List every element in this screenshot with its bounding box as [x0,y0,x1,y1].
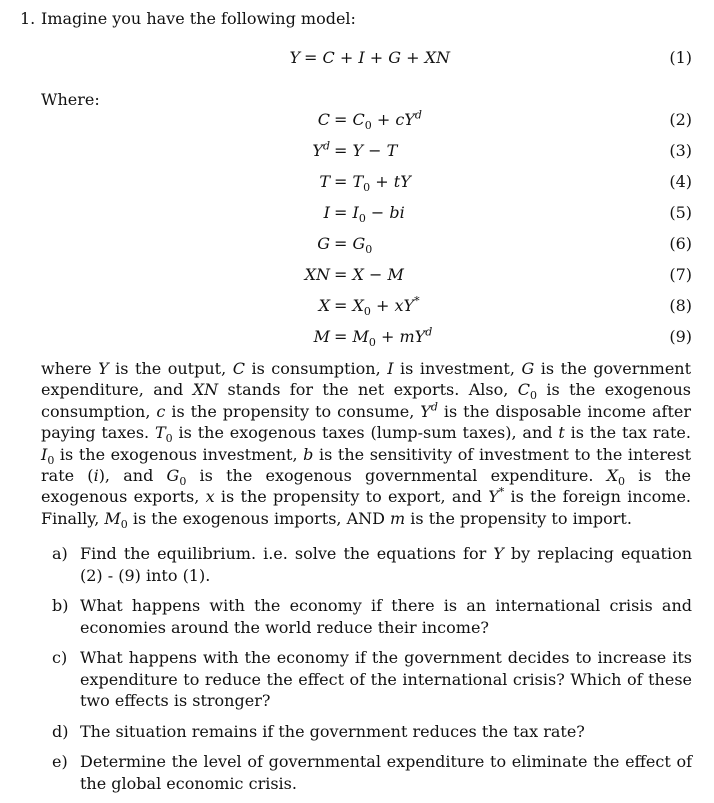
sub-question-d [52,721,692,743]
equation-5: I = $I_0$ − bi (5) [323,203,692,226]
variable-description: where Y is the output, C is consumption, I is investment, G is the government expenditure, and XN stands for the net exports. Also, $C_0$ is the exogenous consumption, c is the propensity to consume, $Y^d$ is the disposable income after paying taxes. $T_0$ is the exogenous taxes (lump-sum taxes), and t is the tax rate. $I_0$ is the exogenous investment, b is the sensitivity of investment to the interest rate (i), and $G_0$ is the exogenous governmental expenditure. $X_0$ is the exogenous exports, x is the propensity to export, and Y* is the foreign income. Finally, $M_0$ is the exogenous imports, AND m is the propensity to import. [41,359,692,532]
equation-number: (8) [669,296,692,315]
sub-question-c [52,647,692,712]
equation-lhs: Y [289,48,300,67]
equation-number: (2) [669,110,692,129]
sub-question-label: e) [52,752,68,771]
question-intro: Imagine you have the following model: [41,9,356,28]
equation-number: (6) [669,234,692,253]
sub-question-label: b) [52,596,69,615]
sub-question-text: Find the equilibrium. i.e. solve the equations for Y by replacing equation (2) - (9) into (1). [80,544,693,585]
sub-question-e [52,751,692,794]
sub-question-b [52,595,692,638]
question-number: 1. [20,9,36,28]
equation-number: (1) [669,48,692,67]
equation-number: (4) [669,172,692,191]
equation-number: (9) [669,327,692,346]
sub-question-label: a) [52,544,68,563]
equation-7: XN = X − M (7) [304,265,692,284]
equation-number: (3) [669,141,692,160]
main-equation [0,48,714,70]
equation-9: M = $M_0 + mY^d$ (9) [313,325,692,350]
equation-8: X = $X_0 + xY^*$ (8) [318,294,692,319]
where-label: Where: [41,90,100,109]
sub-question-label: c) [52,648,68,667]
sub-question-text: What happens with the economy if there is an international crisis and economies around the world reduce their income? [80,596,692,637]
equation-number: (5) [669,203,692,222]
equation-rhs: = C + I + G + XN [304,48,451,67]
equation-number: (7) [669,265,692,284]
equation-4: T = $T_0$ + tY (4) [319,172,692,195]
sub-question-label: d) [52,721,69,741]
sub-question-text: The situation remains if the government reduces the tax rate? [80,721,585,741]
equation-2: C = $C_0 + cY^d$ (2) [317,108,692,133]
sub-question-a [52,543,692,586]
sub-question-text: Determine the level of governmental expenditure to eliminate the effect of the global economic crisis. [80,752,692,793]
sub-question-text: What happens with the economy if the government decides to increase its expenditure to reduce the effect of the international crisis? Which of these two effects is stronger? [80,648,692,710]
equation-6: G = $G_0$ (6) [317,234,692,257]
equation-3: $Y^d$ = Y − T (3) [312,139,692,160]
sub-questions [52,543,692,803]
